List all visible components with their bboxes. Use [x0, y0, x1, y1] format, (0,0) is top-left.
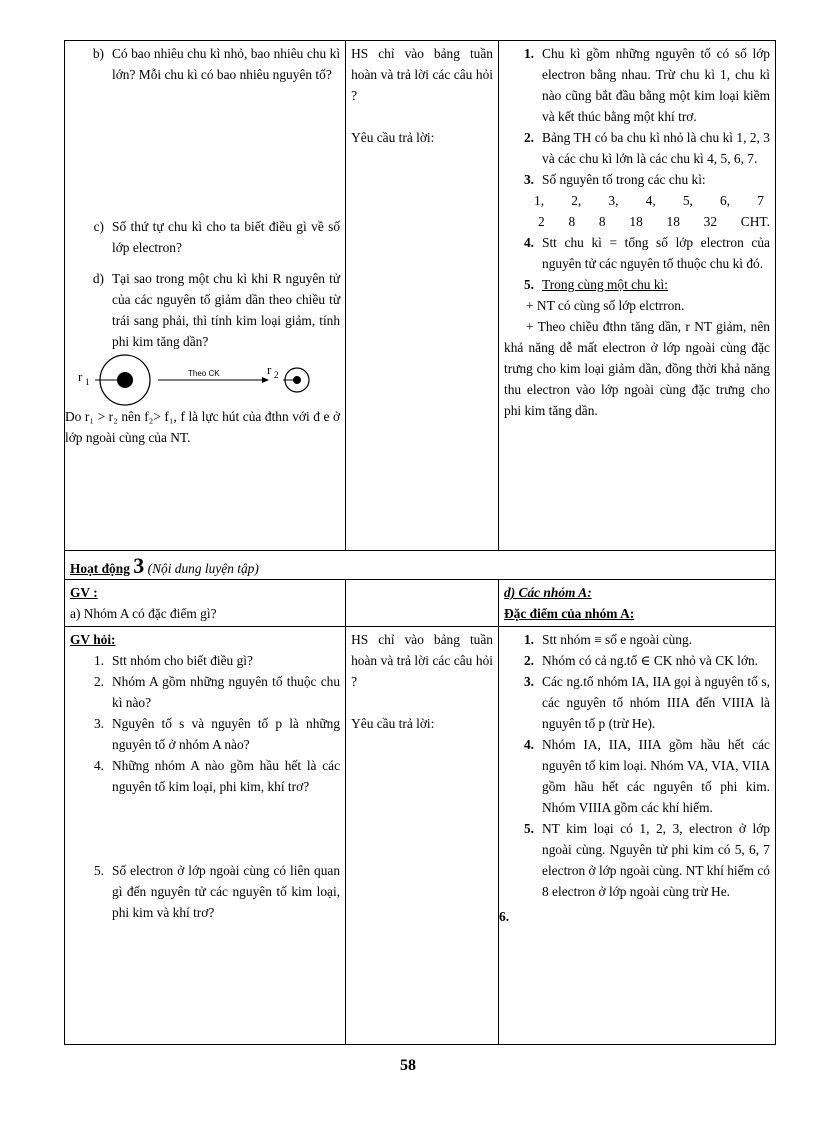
question-c: c) Số thứ tự chu kì cho ta biết điều gì về số lớp electron?: [93, 219, 341, 255]
answer-column: [499, 627, 776, 1045]
empty-cell: [346, 580, 499, 627]
table-row: [65, 627, 776, 1045]
question-2: 2. Nhóm A gồm những nguyên tố thuộc chu kì nào?: [93, 674, 341, 710]
answer-4: 4. Stt chu kì = tổng số lớp electron của nguyên tử các nguyên tố thuộc chu kì đó.: [523, 235, 770, 271]
radius-comparison-figure: [70, 352, 332, 406]
answer-5: 5. Trong cùng một chu kì:: [523, 277, 668, 292]
question-1: 1. Stt nhóm cho biết điều gì?: [93, 653, 253, 668]
question-3: 3. Nguyên tố s và nguyên tố p là những nguyên tố ở nhóm A nào?: [93, 716, 341, 752]
answer-2: 2. Nhóm có cả ng.tố ∈ CK nhỏ và CK lớn.: [523, 653, 758, 668]
lesson-table: [64, 40, 776, 1045]
atom-radius-diagram: [70, 352, 340, 406]
period-counts-row-1: 1, 2, 3, 4, 5, 6, 7: [534, 193, 764, 208]
answer-5-point-2: + Theo chiều đthn tăng dần, r NT giảm, nên khả năng dễ mất electron ở lớp ngoài cùng đặc trưng cho kim loại giảm dần, đồng thời khả năng thu electron vào lớp ngoài cùng đặc trưng cho phi kim tăng dần.: [504, 319, 770, 418]
r2-label: r: [267, 362, 272, 377]
period-counts-row-2: 2 8 8 18 18 32 CHT.: [538, 214, 770, 229]
question-b: b) Có bao nhiêu chu kì nhỏ, bao nhiêu chu kì lớn? Mỗi chu kì có bao nhiêu nguyên tố?: [92, 46, 341, 82]
answer-4: 4. Nhóm IA, IIA, IIIA gồm hầu hết các nguyên tố kim loại. Nhóm VA, VIA, VIIA gồm hầu hết các nguyên tố phi kim. Nhóm VIIIA gồm các khí hiếm.: [523, 737, 770, 815]
radius-note: Do r₁ > r₂ nên f₂> f₁, f là lực hút của đthn với đ e ở lớp ngoài cùng của NT.: [65, 409, 341, 445]
answer-1: 1. Chu kì gồm những nguyên tố có số lớp electron bằng nhau. Trừ chu kì 1, chu kì nào cũng bắt đầu bằng một kim loại kiềm và kết thúc bằng một khí trơ.: [523, 46, 770, 124]
arrow-head: [262, 377, 269, 383]
answer-requirement: Yêu cầu trả lời:: [351, 716, 435, 731]
activity-heading: Hoạt động 3 (Nội dung luyện tập): [65, 551, 776, 580]
activity-row: [65, 551, 776, 580]
r1-subscript: 1: [85, 377, 90, 387]
answer-column: [499, 41, 776, 551]
answer-5-point-1: + NT có cùng số lớp elctrron.: [526, 298, 685, 313]
question-5: 5. Số electron ở lớp ngoài cùng có liên quan gì đến nguyên tử các nguyên tố kim loại, phi kim và khí trơ?: [93, 863, 341, 920]
answer-1: 1. Stt nhóm ≡ số e ngoài cùng.: [523, 632, 693, 647]
answer-5: 5. NT kim loại có 1, 2, 3, electron ở lớp ngoài cùng. Nguyên tử phi kim có 5, 6, 7 electron ở lớp ngoài cùng. NT khí hiếm có 8 electron ở lớp ngoài cùng trừ He.: [523, 821, 770, 899]
question-4: 4. Những nhóm A nào gồm hầu hết là các nguyên tố kim loại, phi kim, khí trơ?: [93, 758, 341, 794]
answer-3: 3. Các ng.tố nhóm IA, IIA gọi à nguyên tố s, các nguyên tố nhóm IIIA đến VIIIA là nguyên tố p (trừ He).: [523, 674, 770, 731]
table-row: [65, 580, 776, 627]
student-instruction: HS chỉ vào bảng tuần hoàn và trả lời các câu hỏi ?: [351, 632, 494, 689]
student-column: [346, 41, 499, 551]
r2-subscript: 2: [274, 370, 279, 380]
question-d: d) Tại sao trong một chu kì khi R nguyên tử của các nguyên tố giảm dần theo chiều từ trái sang phải, thì tính kim loại giảm, tính phi kim tăng dần?: [92, 271, 341, 349]
teacher-column: [65, 41, 346, 551]
document-page: [64, 40, 776, 1045]
answer-2: 2. Bảng TH có ba chu kì nhỏ là chu kì 1, 2, 3 và các chu kì lớn là các chu kì 4, 5, 6, 7.: [523, 130, 770, 166]
r1-label: r: [78, 369, 83, 384]
arrow-label: Theo CK: [188, 369, 220, 378]
student-instruction: HS chỉ vào bảng tuần hoàn và trả lời các câu hỏi ?: [351, 46, 494, 103]
answer-3: 3. Số nguyên tố trong các chu kì:: [523, 172, 706, 187]
gv-cell: GV : a) Nhóm A có đặc điểm gì?: [65, 580, 346, 627]
table-row: [65, 41, 776, 551]
section-cell: d) Các nhóm A: Đặc điểm của nhóm A:: [499, 580, 776, 627]
page-number: 58: [400, 1057, 416, 1074]
answer-6: 6.: [499, 909, 510, 924]
student-column: [346, 627, 499, 1045]
answer-requirement: Yêu cầu trả lời:: [351, 130, 435, 145]
teacher-column: GV hỏi: 1. Stt nhóm cho biết điều gì? 2. Nhóm A gồm những nguyên tố thuộc chu kì nào? 3. Nguyên tố s và nguyên tố p là những nguyên tố ở nhóm A nào? 4. Những nhóm A nào gồm hầu hết là các nguyên tố kim loại, phi kim, khí trơ? 5. Số electron ở lớp ngoài cùng có liên quan gì đến nguyên tử các nguyên tố kim loại, phi kim và khí trơ?: [65, 627, 346, 1045]
